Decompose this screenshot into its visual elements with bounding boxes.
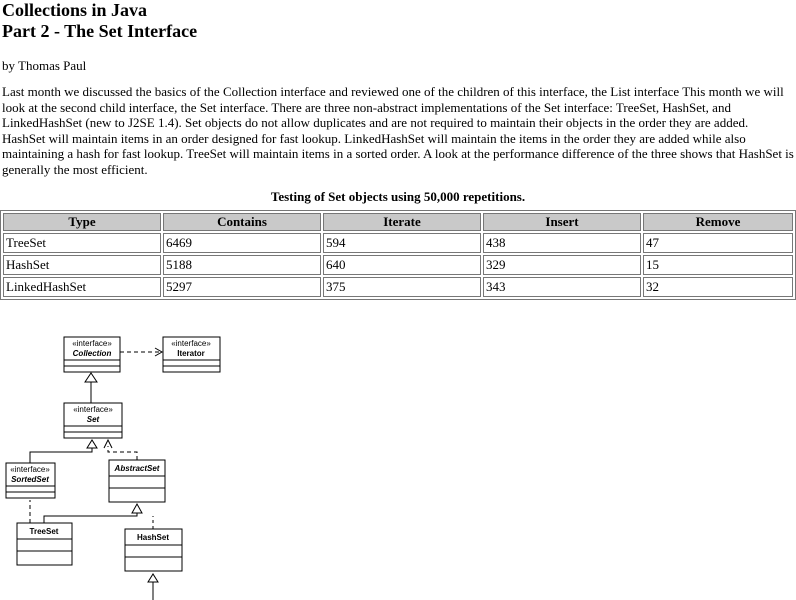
table-cell: 47 — [643, 233, 793, 253]
uml-collection-box — [64, 337, 120, 372]
performance-table — [0, 210, 796, 300]
table-row — [3, 277, 793, 297]
uml-abstractset-label: AbstractSet — [114, 464, 160, 473]
table-cell: 5297 — [163, 277, 321, 297]
uml-iterator-label: Iterator — [177, 349, 205, 358]
uml-collection-label: Collection — [72, 349, 112, 358]
table-cell: 375 — [323, 277, 481, 297]
title-line-2: Part 2 - The Set Interface — [2, 21, 198, 41]
column-header-contains: Contains — [163, 213, 321, 231]
column-header-iterate: Iterate — [323, 213, 481, 231]
title-line-1: Collections in Java — [2, 0, 148, 20]
page-title — [2, 0, 794, 42]
table-cell: 32 — [643, 277, 793, 297]
uml-hashset-label: HashSet — [136, 533, 170, 542]
uml-iterator-box — [163, 337, 220, 372]
intro-paragraph: Last month we discussed the basics of the Collection interface and reviewed one of the children of this interface, the List interface This month we will look at the second child interface, the Set interface. There are three non-abstract implementations of the Set interface: TreeSet, HashSet, and LinkedHashSet (new to J2SE 1.4). Set objects do not allow duplicates and are not required to maintain their objects in the order they are added. HashSet will maintain items in an order designed for fast lookup. LinkedHashSet will maintain the items in the order they are added while also maintaining a hash for fast lookup. TreeSet will maintain items in a sorted order. A look at the performance difference of the three shows that HashSet is generally the most efficient. — [2, 84, 794, 177]
table-cell: TreeSet — [3, 233, 161, 253]
column-header-type: Type — [3, 213, 161, 231]
uml-stereotype: «interface» — [72, 339, 112, 348]
column-header-insert: Insert — [483, 213, 641, 231]
table-cell: LinkedHashSet — [3, 277, 161, 297]
byline: by Thomas Paul — [2, 58, 87, 73]
table-caption: Testing of Set objects using 50,000 repetitions. — [270, 189, 526, 204]
uml-abstractset-box — [109, 460, 165, 502]
table-cell: 5188 — [163, 255, 321, 275]
uml-treeset-box — [17, 523, 72, 565]
uml-treeset-label: TreeSet — [29, 527, 59, 536]
table-cell: 343 — [483, 277, 641, 297]
table-row — [3, 255, 793, 275]
table-cell: 438 — [483, 233, 641, 253]
uml-class-diagram — [0, 330, 240, 600]
uml-inheritance-arrow — [85, 373, 97, 382]
uml-stereotype: «interface» — [10, 465, 50, 474]
table-cell: 329 — [483, 255, 641, 275]
table-cell: 594 — [323, 233, 481, 253]
uml-set-label: Set — [86, 415, 100, 424]
uml-set-box — [64, 403, 122, 438]
column-header-remove: Remove — [643, 213, 793, 231]
uml-inheritance-arrow — [148, 574, 158, 582]
table-cell: HashSet — [3, 255, 161, 275]
uml-inheritance-arrow — [132, 504, 142, 513]
table-cell: 15 — [643, 255, 793, 275]
table-cell: 6469 — [163, 233, 321, 253]
table-row — [3, 233, 793, 253]
uml-inheritance-arrow — [87, 440, 97, 448]
table-cell: 640 — [323, 255, 481, 275]
uml-stereotype: «interface» — [73, 405, 113, 414]
uml-hashset-box — [125, 529, 182, 571]
uml-sortedset-label: SortedSet — [11, 475, 49, 484]
table-header-row — [3, 213, 793, 231]
uml-sortedset-box — [6, 463, 55, 498]
uml-stereotype: «interface» — [171, 339, 211, 348]
